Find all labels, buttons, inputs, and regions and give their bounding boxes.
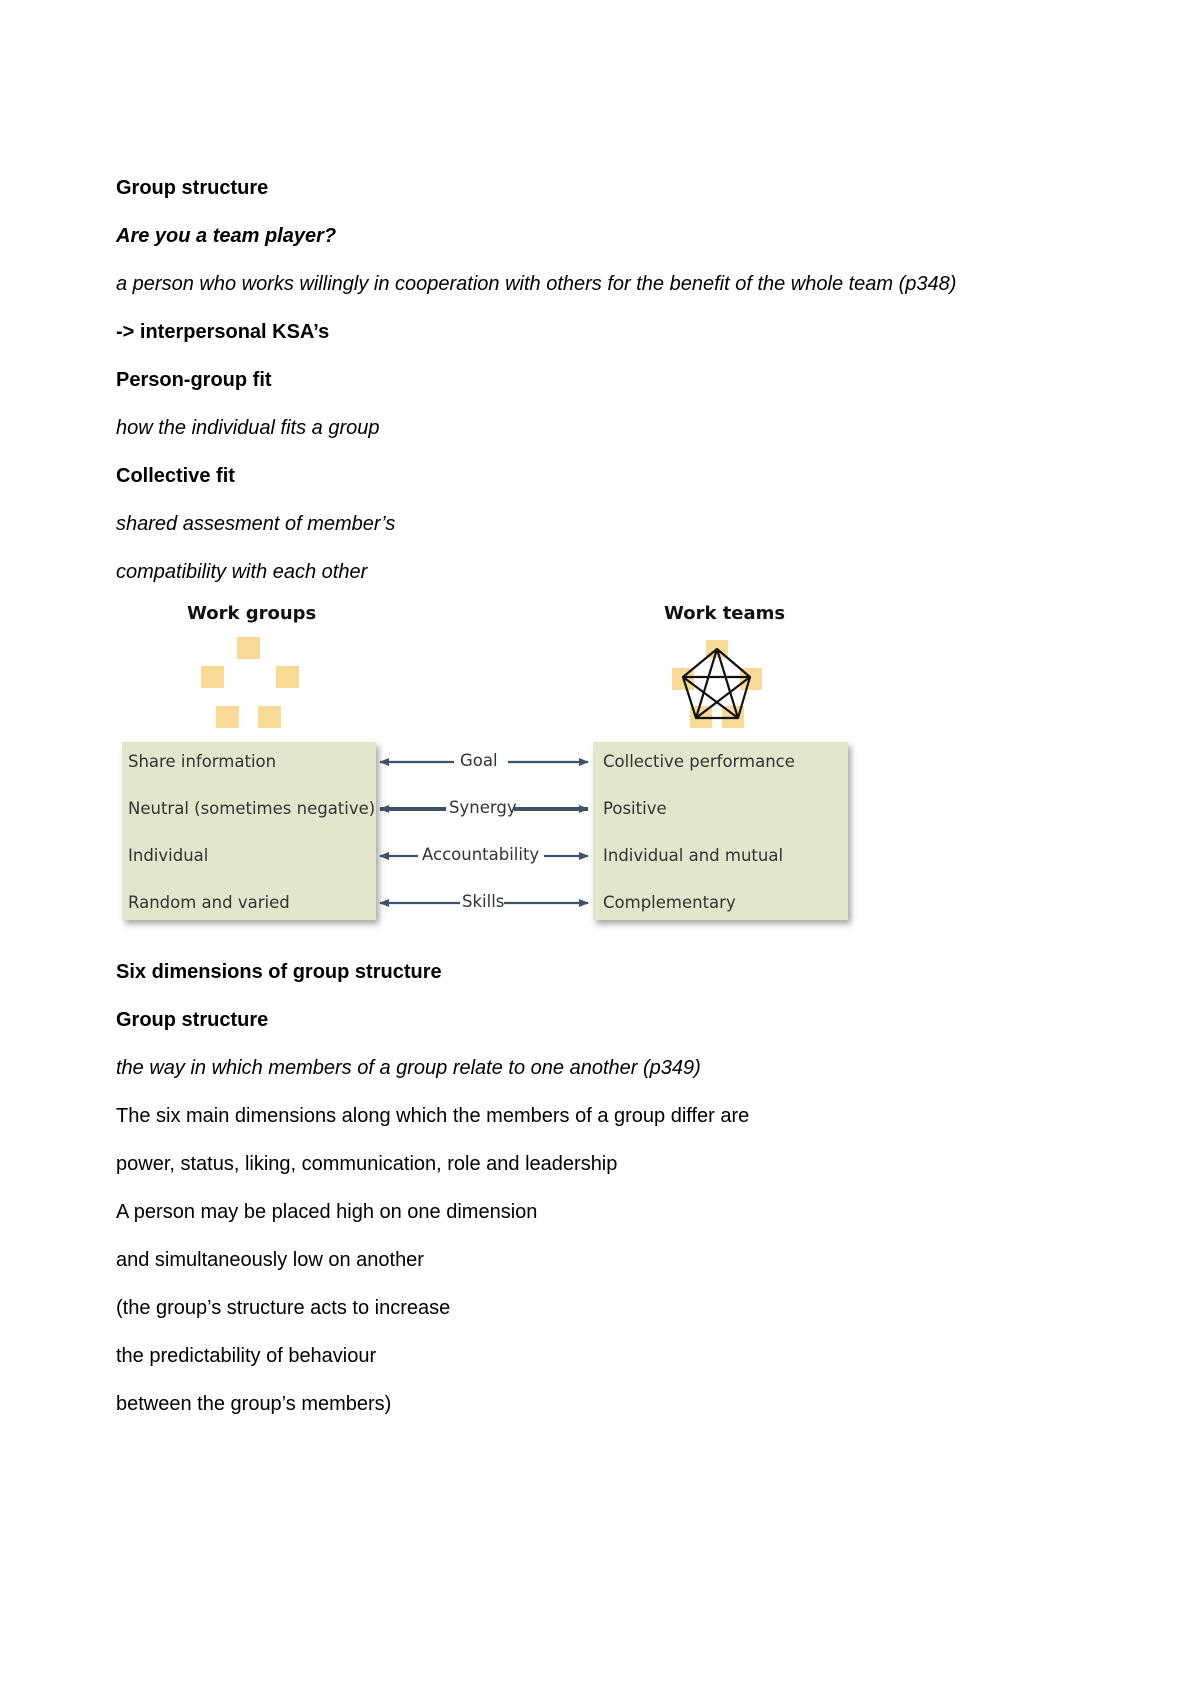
body-line-7: between the group’s members)	[116, 1393, 392, 1415]
body-line-2: power, status, liking, communication, role and leadership	[116, 1153, 618, 1175]
body-line-5: (the group’s structure acts to increase	[116, 1297, 451, 1319]
definition-group-structure: the way in which members of a group relate to one another (p349)	[116, 1057, 701, 1079]
group-accountability-value: Individual	[128, 846, 209, 865]
body-line-1: The six main dimensions along which the members of a group differ are	[116, 1105, 750, 1127]
criterion-synergy: Synergy	[449, 798, 517, 817]
team-synergy-value: Positive	[603, 799, 667, 818]
body-line-3: A person may be placed high on one dimension	[116, 1201, 538, 1223]
group-synergy-value: Neutral (sometimes negative)	[128, 799, 376, 818]
work-teams-title: Work teams	[664, 603, 786, 624]
group-member-square	[276, 666, 299, 688]
work-groups-box	[122, 742, 376, 920]
group-member-square	[201, 666, 224, 688]
criterion-skills: Skills	[462, 892, 505, 911]
group-member-square	[258, 706, 281, 728]
criterion-accountability: Accountability	[422, 845, 540, 864]
body-line-4: and simultaneously low on another	[116, 1249, 424, 1271]
definition-collective-fit-1: shared assesment of member’s	[116, 513, 396, 535]
heading-collective-fit: Collective fit	[116, 465, 235, 487]
team-accountability-value: Individual and mutual	[603, 846, 784, 865]
work-groups-title: Work groups	[187, 603, 317, 624]
body-line-6: the predictability of behaviour	[116, 1345, 377, 1367]
group-skills-value: Random and varied	[128, 893, 290, 912]
definition-team-player: a person who works willingly in cooperation with others for the benefit of the whole team (p348)	[116, 273, 957, 295]
heading-group-structure-2: Group structure	[116, 1009, 269, 1031]
heading-six-dimensions: Six dimensions of group structure	[116, 961, 442, 983]
team-goal-value: Collective performance	[603, 752, 795, 771]
team-skills-value: Complementary	[603, 893, 736, 912]
definition-person-group-fit: how the individual fits a group	[116, 417, 380, 439]
interpersonal-ksa: -> interpersonal KSA’s	[116, 321, 330, 343]
group-goal-value: Share information	[128, 752, 277, 771]
heading-person-group-fit: Person-group fit	[116, 369, 272, 391]
team-network-icon	[668, 640, 772, 730]
heading-group-structure: Group structure	[116, 177, 269, 199]
criterion-goal: Goal	[460, 751, 498, 770]
definition-collective-fit-2: compatibility with each other	[116, 561, 368, 583]
group-member-square	[237, 637, 260, 659]
subheading-team-player: Are you a team player?	[116, 225, 337, 247]
group-member-square	[216, 706, 239, 728]
work-teams-box	[593, 742, 848, 920]
